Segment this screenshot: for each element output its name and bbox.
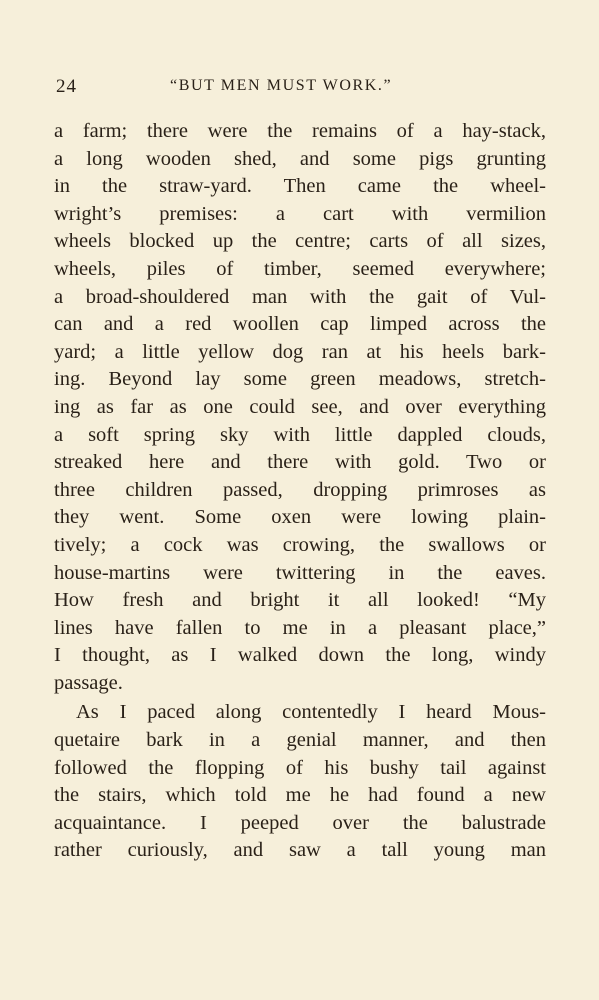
text-line: quetaire bark in a genial manner, and then (54, 729, 546, 752)
text-line: ing as far as one could see, and over everything (54, 395, 546, 418)
text-line: in the straw-yard. Then came the wheel- (54, 175, 546, 198)
text-line: they went. Some oxen were lowing plain- (54, 506, 546, 529)
text-line: wheels blocked up the centre; carts of all sizes, (54, 230, 546, 253)
text-line: three children passed, dropping primroses as (54, 478, 546, 501)
text-line: a soft spring sky with little dappled clouds, (54, 423, 546, 446)
paragraph (54, 699, 546, 865)
text-line: a farm; there were the remains of a hay-stack, (54, 120, 546, 142)
text-line: ing. Beyond lay some green meadows, stretch- (54, 368, 546, 391)
text-line: tively; a cock was crowing, the swallows or (54, 533, 546, 556)
text-line: rather curiously, and saw a tall young man (54, 839, 546, 862)
text-line: streaked here and there with gold. Two or (54, 451, 546, 474)
paragraph (54, 118, 546, 697)
text-line: As I paced along contentedly I heard Mous- (76, 701, 546, 724)
text-line: I thought, as I walked down the long, windy (54, 644, 546, 667)
running-head (56, 76, 546, 100)
text-line: the stairs, which told me he had found a new (54, 784, 546, 807)
text-line: passage. (54, 671, 123, 694)
text-line: wheels, piles of timber, seemed everywhere; (54, 257, 546, 280)
text-line: a broad-shouldered man with the gait of Vul- (54, 285, 546, 308)
text-line: acquaintance. I peeped over the balustrade (54, 811, 546, 834)
page-number: 24 (56, 76, 77, 97)
text-line: followed the flopping of his bushy tail against (54, 756, 546, 779)
text-line: can and a red woollen cap limped across the (54, 313, 546, 336)
text-line: wright’s premises: a cart with vermilion (54, 202, 546, 225)
running-title: “BUT MEN MUST WORK.” (170, 77, 393, 94)
text-line: How fresh and bright it all looked! “My (54, 589, 546, 612)
text-line: house-martins were twittering in the eaves. (54, 561, 546, 584)
text-line: lines have fallen to me in a pleasant place,” (54, 616, 546, 639)
text-line: a long wooden shed, and some pigs grunting (54, 147, 546, 170)
body-text (54, 118, 546, 865)
text-line: yard; a little yellow dog ran at his heels bark- (54, 340, 546, 363)
